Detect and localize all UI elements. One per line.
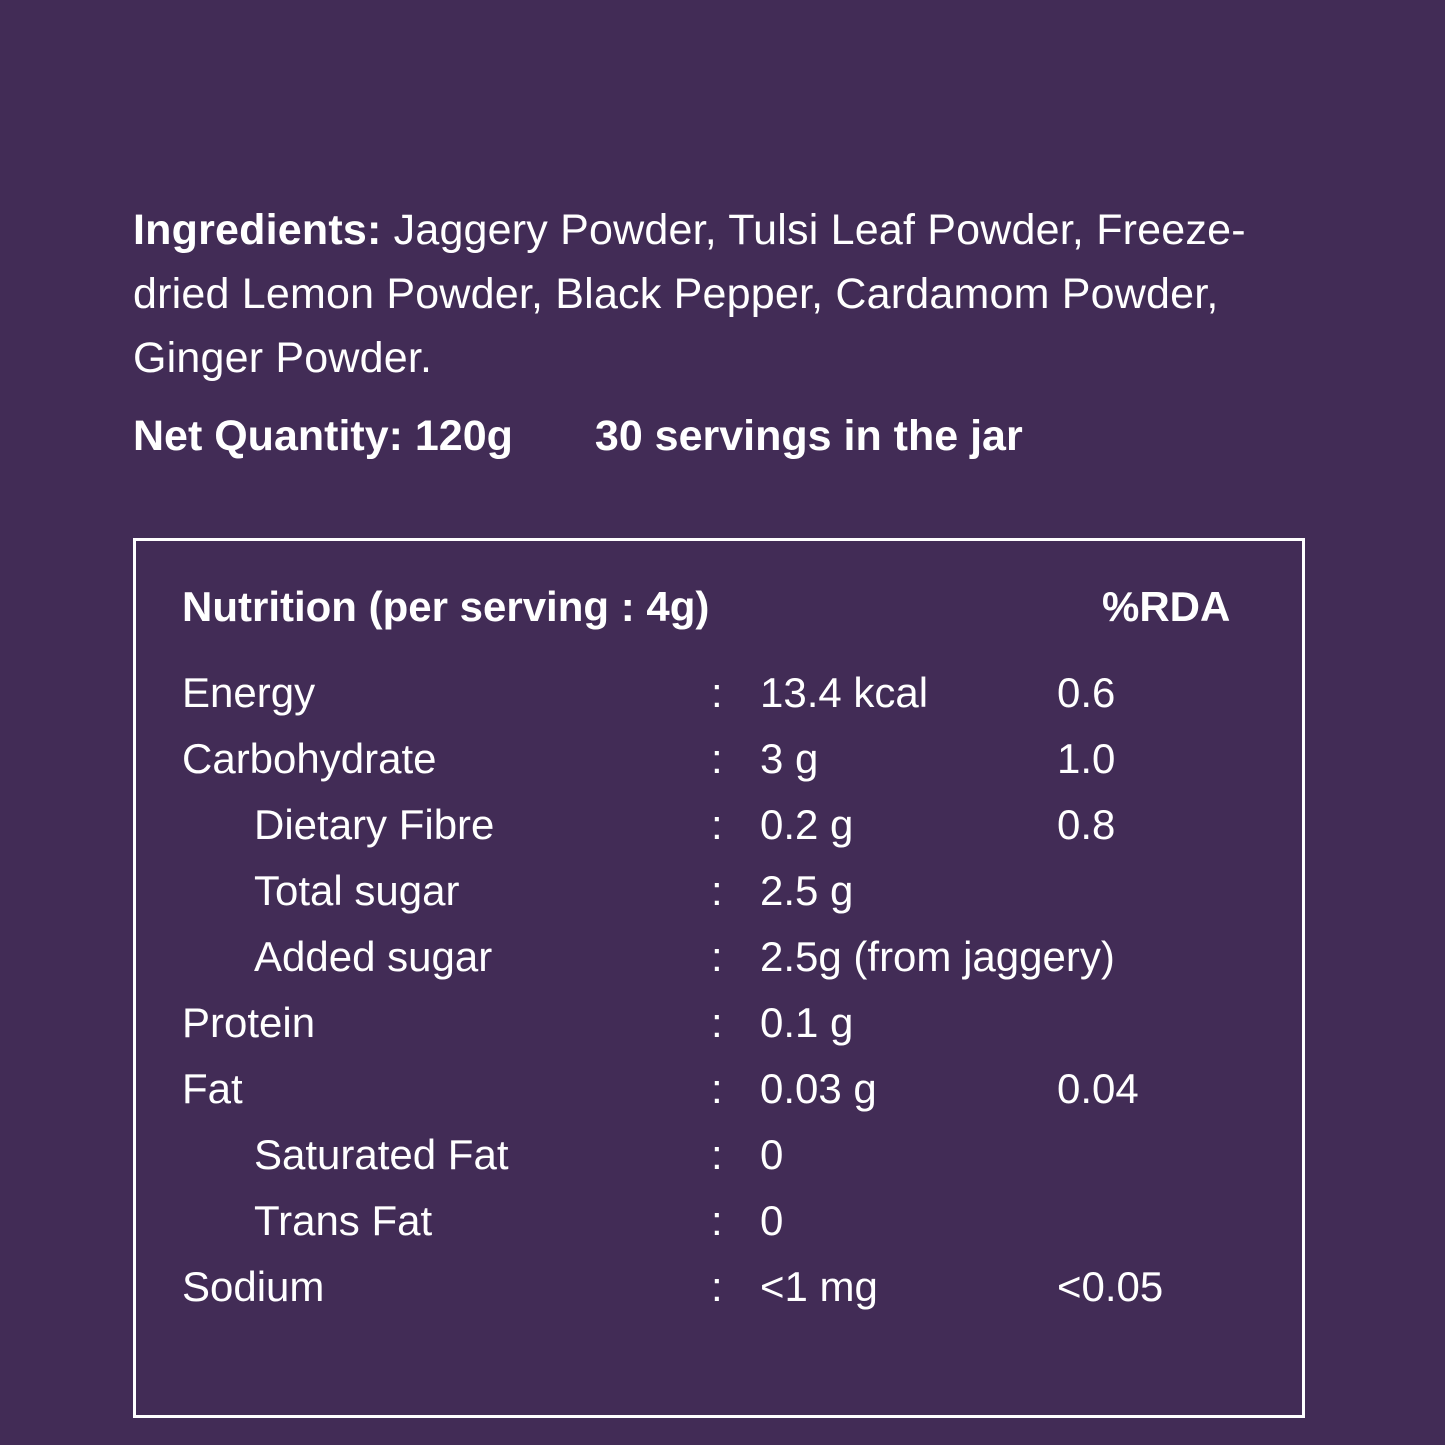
nutrition-title: Nutrition (per serving : 4g) xyxy=(182,583,710,630)
separator-colon: : xyxy=(711,1131,723,1178)
ingredients-label: Ingredients: xyxy=(133,206,382,254)
separator-colon: : xyxy=(711,1197,723,1244)
separator-colon: : xyxy=(711,999,723,1046)
separator-colon: : xyxy=(711,735,723,782)
nutrient-label: Sodium xyxy=(182,1263,325,1310)
nutrition-table-box xyxy=(133,538,1305,1418)
separator-colon: : xyxy=(711,867,723,914)
table-row xyxy=(182,1197,1282,1263)
nutrient-value: 0 xyxy=(760,1131,784,1178)
nutrient-value: 0.03 g xyxy=(760,1065,877,1112)
nutrient-value: 0.1 g xyxy=(760,999,854,1046)
separator-colon: : xyxy=(711,801,723,848)
net-quantity-label: Net Quantity: 120g xyxy=(133,412,513,460)
nutrient-value: <1 mg xyxy=(760,1263,878,1310)
nutrient-value: 0 xyxy=(760,1197,784,1244)
table-row xyxy=(182,933,1282,999)
net-quantity-line xyxy=(133,408,1313,464)
nutrient-value: 3 g xyxy=(760,735,819,782)
nutrient-label: Energy xyxy=(182,669,316,716)
nutrient-label: Protein xyxy=(182,999,316,1046)
ingredients-paragraph xyxy=(133,198,1313,390)
nutrition-rows xyxy=(182,669,1282,1329)
nutrient-rda: 0.8 xyxy=(1057,801,1116,848)
table-row xyxy=(182,867,1282,933)
nutrient-value: 2.5 g xyxy=(760,867,854,914)
rda-column-header: %RDA xyxy=(1102,583,1231,630)
separator-colon: : xyxy=(711,933,723,980)
nutrient-label: Carbohydrate xyxy=(182,735,437,782)
nutrient-label: Dietary Fibre xyxy=(254,801,495,848)
nutrient-rda: 0.04 xyxy=(1057,1065,1139,1112)
nutrient-label: Saturated Fat xyxy=(254,1131,509,1178)
separator-colon: : xyxy=(711,1065,723,1112)
nutrient-label: Added sugar xyxy=(254,933,493,980)
table-row xyxy=(182,801,1282,867)
nutrient-rda: <0.05 xyxy=(1057,1263,1164,1310)
nutrient-rda: 0.6 xyxy=(1057,669,1116,716)
nutrient-value: 13.4 kcal xyxy=(760,669,929,716)
separator-colon: : xyxy=(711,1263,723,1310)
nutrition-table-header xyxy=(182,583,1272,639)
nutrient-label: Fat xyxy=(182,1065,243,1112)
nutrient-label: Trans Fat xyxy=(254,1197,433,1244)
nutrient-rda: 1.0 xyxy=(1057,735,1116,782)
ingredients-list: Jaggery Powder, Tulsi Leaf Powder, Freeze-dried Lemon Powder, Black Pepper, Cardamom Powder, Ginger Powder. xyxy=(133,206,1246,382)
table-row xyxy=(182,669,1282,735)
nutrient-value: 0.2 g xyxy=(760,801,854,848)
table-row xyxy=(182,1131,1282,1197)
nutrient-value: 2.5g (from jaggery) xyxy=(760,933,1115,980)
separator-colon: : xyxy=(711,669,723,716)
nutrient-label: Total sugar xyxy=(254,867,460,914)
table-row xyxy=(182,1263,1282,1329)
table-row xyxy=(182,1065,1282,1131)
servings-label: 30 servings in the jar xyxy=(594,412,1023,460)
table-row xyxy=(182,999,1282,1065)
table-row xyxy=(182,735,1282,801)
